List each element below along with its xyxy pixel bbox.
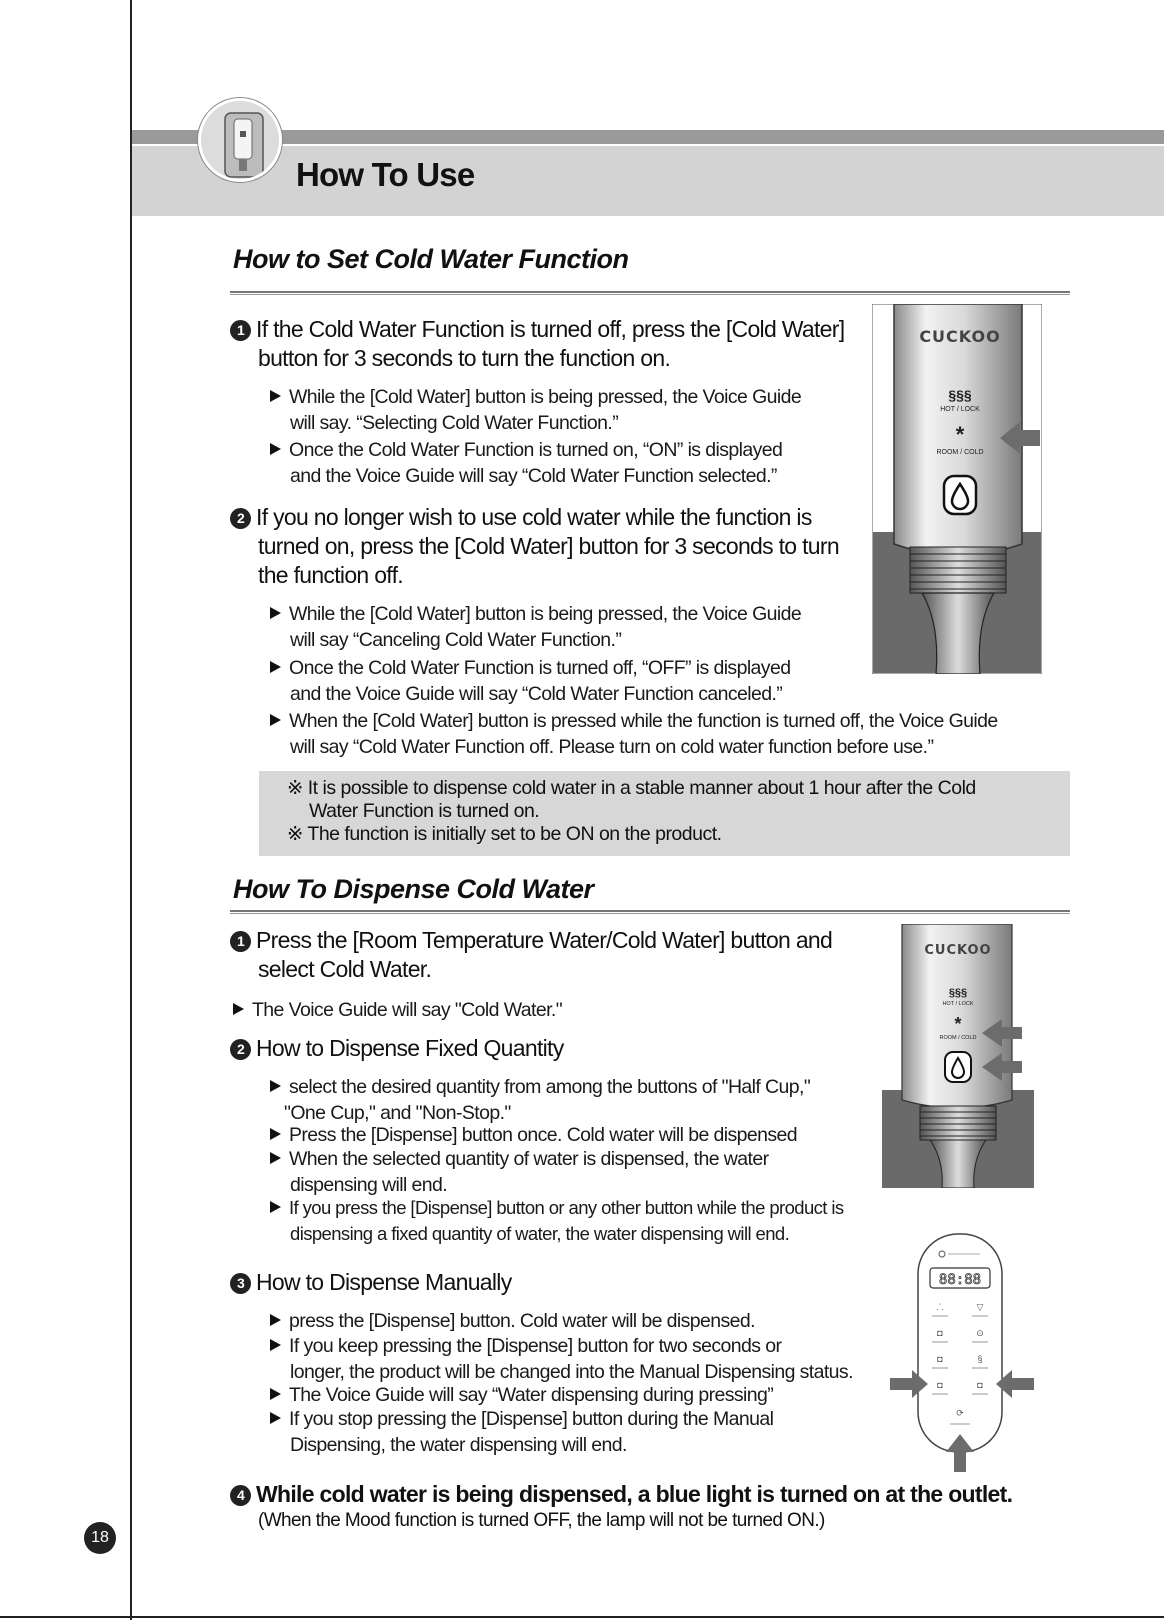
bullet-triangle-icon [233, 1003, 244, 1015]
bullet-triangle-icon [270, 1080, 281, 1092]
panel-icon: ▽ [976, 1302, 984, 1312]
dispense-step-2-bullet-3: When the selected quantity of water is dispensed, the water dispensing will end. [270, 1146, 768, 1198]
panel-icon: ◘ [937, 1328, 943, 1338]
page-title: How To Use [296, 156, 475, 193]
page-bottom-rule [0, 1616, 1164, 1618]
panel-icon: ⊙ [976, 1328, 984, 1338]
set-step-1-bullet-2: Once the Cold Water Function is turned on, “ON” is displayed and the Voice Guide will say “Cold Water Function selected.” [270, 437, 782, 489]
bullet-triangle-icon [270, 1128, 281, 1140]
hot-lock-label: HOT / LOCK [942, 1001, 974, 1007]
header-band-top [132, 130, 1164, 144]
brand-logo: CUCKOO [924, 943, 992, 958]
bullet-triangle-icon [270, 661, 281, 673]
step-number: 1 [230, 931, 251, 952]
note-box [259, 771, 1070, 856]
dispense-step-1: 1 Press the [Room Temperature Water/Cold Water] button and select Cold Water. [230, 926, 832, 984]
section-rule [230, 291, 1070, 295]
brand-logo: CUCKOO [919, 327, 1001, 346]
dispense-step-4-note: (When the Mood function is turned OFF, the lamp will not be turned ON.) [258, 1510, 825, 1531]
bullet-triangle-icon [270, 714, 281, 726]
bullet-triangle-icon [270, 1314, 281, 1326]
set-step-2-bullet-3: When the [Cold Water] button is pressed while the function is turned off, the Voice Guide will say “Cold Water Function off. Please turn on cold water function before use.” [270, 708, 998, 760]
dispense-step-2: 2 How to Dispense Fixed Quantity [230, 1034, 564, 1063]
bullet-triangle-icon [270, 1201, 281, 1213]
page-margin-rule [130, 0, 132, 1620]
bullet-triangle-icon [270, 1339, 281, 1351]
panel-icon: ◘ [977, 1380, 983, 1390]
step-number: 1 [230, 320, 251, 341]
dispense-step-3-bullet-3: The Voice Guide will say “Water dispensing during pressing” [270, 1382, 773, 1408]
step-number: 2 [230, 508, 251, 529]
dispenser-figure-cold-button [872, 304, 1042, 674]
panel-icon: § [977, 1354, 983, 1364]
page-number: 18 [84, 1522, 116, 1554]
bullet-triangle-icon [270, 390, 281, 402]
control-panel-figure [888, 1230, 1036, 1472]
panel-icon: ◘ [937, 1354, 943, 1364]
dispense-step-2-bullet-2: Press the [Dispense] button once. Cold water will be dispensed [270, 1122, 797, 1148]
dispense-step-3-bullet-1: press the [Dispense] button. Cold water will be dispensed. [270, 1308, 755, 1334]
dispense-step-2-bullet-4: If you press the [Dispense] button or any other button while the product is dispensing a fixed quantity of water, the water dispensing will end. [270, 1195, 844, 1247]
room-cold-label: ROOM / COLD [936, 449, 984, 456]
bullet-triangle-icon [270, 1412, 281, 1424]
step-number: 4 [230, 1485, 251, 1506]
dispense-step-4: 4 While cold water is being dispensed, a blue light is turned on at the outlet. [230, 1480, 1012, 1509]
bullet-triangle-icon [270, 1388, 281, 1400]
set-step-1-bullet-1: While the [Cold Water] button is being pressed, the Voice Guide will say. “Selecting Cold Water Function.” [270, 384, 801, 436]
set-step-2: 2 If you no longer wish to use cold water while the function is turned on, press the [Cold Water] button for 3 seconds to turn the function off. [230, 503, 839, 590]
note-2: ※ The function is initially set to be ON on the product. [287, 823, 722, 845]
snowflake-icon: * [955, 422, 965, 447]
header-band [132, 144, 1164, 216]
section-heading-dispense-cold-water: How To Dispense Cold Water [233, 874, 594, 904]
room-cold-label: ROOM / COLD [939, 1035, 977, 1041]
step-number: 3 [230, 1273, 251, 1294]
dispense-step-2-bullet-1: select the desired quantity from among the buttons of "Half Cup," "One Cup," and "Non-Stop." [270, 1074, 810, 1126]
step-number: 2 [230, 1039, 251, 1060]
dispense-step-1-bullet: The Voice Guide will say "Cold Water." [233, 997, 562, 1023]
note-1: ※ It is possible to dispense cold water in a stable manner about 1 hour after the Cold Water Function is turned on. [287, 777, 976, 822]
section-rule [230, 910, 1070, 914]
dispense-step-3: 3 How to Dispense Manually [230, 1268, 512, 1297]
dispenser-badge-icon [198, 98, 282, 182]
dispenser-figure-dispense [882, 924, 1034, 1188]
bullet-triangle-icon [270, 607, 281, 619]
hot-lock-label: HOT / LOCK [940, 406, 980, 413]
panel-display: 88:88 [938, 1272, 982, 1288]
panel-icon: ⟳ [956, 1408, 964, 1418]
panel-icon: ◘ [937, 1380, 943, 1390]
set-step-2-bullet-1: While the [Cold Water] button is being pressed, the Voice Guide will say “Canceling Cold Water Function.” [270, 601, 801, 653]
section-heading-set-cold-water: How to Set Cold Water Function [233, 244, 629, 274]
hot-icon: §§§ [948, 387, 972, 403]
hot-icon: §§§ [948, 987, 968, 999]
set-step-2-bullet-2: Once the Cold Water Function is turned off, “OFF” is displayed and the Voice Guide will say “Cold Water Function canceled.” [270, 655, 790, 707]
bullet-triangle-icon [270, 443, 281, 455]
bullet-triangle-icon [270, 1152, 281, 1164]
panel-icon: ⸫ [936, 1302, 944, 1312]
dispense-step-3-bullet-2: If you keep pressing the [Dispense] button for two seconds or longer, the product will be changed into the Manual Dispensing status. [270, 1333, 853, 1385]
snowflake-icon: * [954, 1014, 962, 1034]
dispense-step-3-bullet-4: If you stop pressing the [Dispense] button during the Manual Dispensing, the water dispensing will end. [270, 1406, 773, 1458]
set-step-1: 1 If the Cold Water Function is turned off, press the [Cold Water] button for 3 seconds to turn the function on. [230, 315, 844, 373]
